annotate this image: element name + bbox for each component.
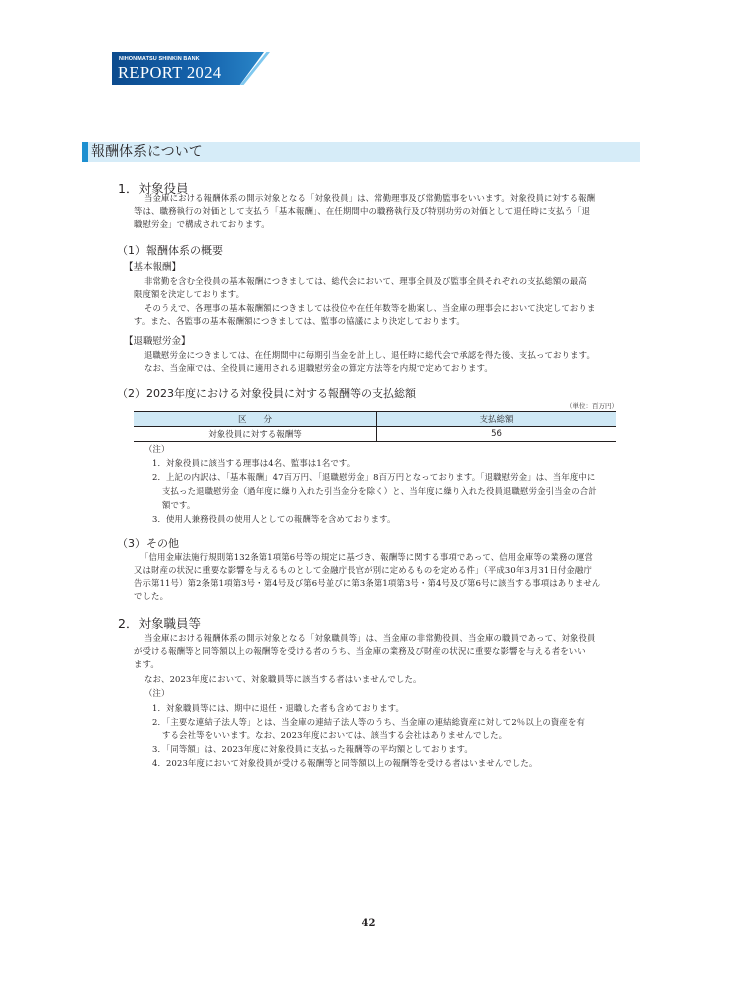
staff-intro-line: なお、2023年度において、対象職員等に該当する者はいませんでした。 xyxy=(144,674,422,684)
payments-note: 額です。 xyxy=(162,500,196,510)
staff-intro-line: が受ける報酬等と同等額以上の報酬等を受ける者のうち、当金庫の業務及び財産の状況に重要な影響を与える者をいい xyxy=(134,646,586,656)
other-line: でした。 xyxy=(134,591,169,601)
retirement-label: 【退職慰労金】 xyxy=(124,336,191,347)
section-title: 報酬体系について xyxy=(91,144,203,160)
notes-label: （注） xyxy=(144,444,170,454)
page-number: 42 xyxy=(361,918,376,929)
payments-note: 支払った退職慰労金（過年度に繰り入れた引当金分を除く）と、当年度に繰り入れた役員退職慰労金引当金の合計 xyxy=(162,486,597,496)
staff-note: する会社等をいいます。なお、2023年度においては、該当する会社はありませんでした。 xyxy=(162,730,508,740)
officers-intro-line: 職慰労金」で構成されております。 xyxy=(134,219,270,229)
basic-pay-line: そのうえで、各理事の基本報酬額につきましては役位や在任年数等を勘案し、当金庫の理事会において決定しておりま xyxy=(144,303,596,313)
table-header-cell: 区 分 xyxy=(134,412,377,427)
basic-pay-label: 【基本報酬】 xyxy=(124,262,182,273)
staff-intro-line: ます。 xyxy=(134,659,159,669)
officers-intro-line: 等は、職務執行の対価として支払う「基本報酬」、在任期間中の職務執行及び特別功労の対価として退任時に支払う「退 xyxy=(134,206,591,216)
staff-note: 4．2023年度において対象役員が受ける報酬等と同等額以上の報酬等を受ける者はいませんでした。 xyxy=(152,758,538,768)
notes-label: （注） xyxy=(144,688,170,698)
table-cell: 対象役員に対する報酬等 xyxy=(134,427,377,442)
other-line: 告示第11号）第2条第1項第3号・第4号及び第6号並びに第3条第1項第3号・第4号及び第6号に該当する事項はありません xyxy=(134,578,601,588)
table-header-row xyxy=(134,412,616,427)
table-header-cell: 支払総額 xyxy=(377,412,617,427)
other-heading: （3）その他 xyxy=(117,537,179,550)
officers-heading: 1．対象役員 xyxy=(118,181,189,196)
basic-pay-line: 限度額を決定しております。 xyxy=(134,289,245,299)
section-accent xyxy=(82,142,88,162)
other-line: 「信用金庫法施行規則第132条第1項第6号等の規定に基づき、報酬等に関する事項であって、信用金庫等の業務の運営 xyxy=(140,552,594,562)
payments-table xyxy=(134,411,616,442)
bank-name: NIHONMATSU SHINKIN BANK xyxy=(119,56,200,62)
staff-heading: 2．対象職員等 xyxy=(118,616,201,631)
report-title: REPORT 2024 xyxy=(118,63,222,82)
unit-label: （単位：百万円） xyxy=(566,402,618,410)
basic-pay-line: 非常勤を含む全役員の基本報酬につきましては、総代会において、理事全員及び監事全員それぞれの支払総額の最高 xyxy=(144,276,587,286)
basic-pay-line: す。また、各監事の基本報酬額につきましては、監事の協議により決定しております。 xyxy=(134,316,465,326)
table-cell: 56 xyxy=(377,427,617,442)
payments-note: 1．対象役員に該当する理事は4名、監事は1名です。 xyxy=(152,458,356,468)
staff-intro-line: 当金庫における報酬体系の開示対象となる「対象職員等」は、当金庫の非常勤役員、当金庫の職員であって、対象役員 xyxy=(144,633,596,643)
officers-intro-line: 当金庫における報酬体系の開示対象となる「対象役員」は、常勤理事及び常勤監事をいいます。対象役員に対する報酬 xyxy=(144,193,596,203)
overview-heading: （1）報酬体系の概要 xyxy=(117,244,223,257)
table-row xyxy=(134,427,616,442)
staff-note: 2．「主要な連結子法人等」とは、当金庫の連結子法人等のうち、当金庫の連結総資産に対して2％以上の資産を有 xyxy=(152,717,586,727)
staff-note: 1．対象職員等には、期中に退任・退職した者も含めております。 xyxy=(152,703,405,713)
retirement-line: 退職慰労金につきましては、在任期間中に毎期引当金を計上し、退任時に総代会で承認を得た後、支払っております。 xyxy=(144,350,595,360)
staff-note: 3．「同等額」は、2023年度に対象役員に支払った報酬等の平均額としております。 xyxy=(152,744,473,754)
retirement-line: なお、当金庫では、全役員に適用される退職慰労金の算定方法等を内規で定めております。 xyxy=(144,363,493,373)
payments-heading: （2）2023年度における対象役員に対する報酬等の支払総額 xyxy=(117,387,416,400)
payments-note: 3．使用人兼務役員の使用人としての報酬等を含めております。 xyxy=(152,514,396,524)
payments-note: 2．上記の内訳は、「基本報酬」47百万円、「退職慰労金」8百万円となっております。「退職慰労金」は、当年度中に xyxy=(152,472,596,482)
other-line: 又は財産の状況に重要な影響を与えるものとして金融庁長官が別に定めるものを定める件」（平成30年3月31日付金融庁 xyxy=(134,565,592,575)
